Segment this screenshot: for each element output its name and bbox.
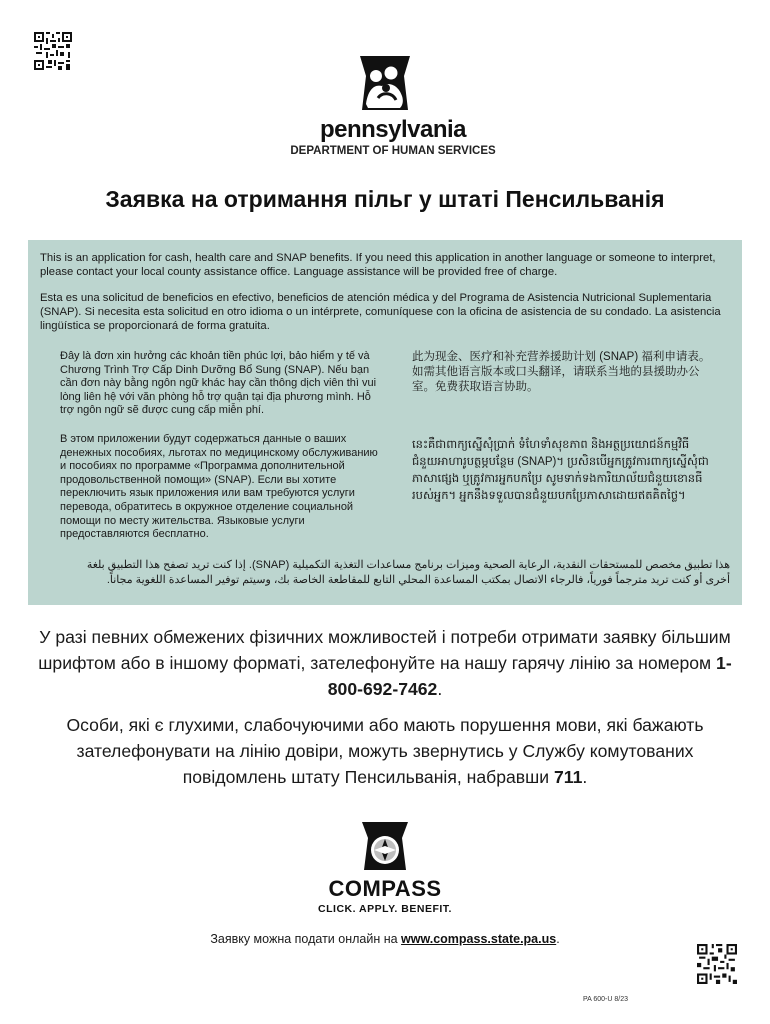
notice-vietnamese: Đây là đơn xin hưởng các khoản tiền phúc lợi, bảo hiểm y tế và Chương Trình Trợ Cấp Dinh Dưỡng Bổ Sung (SNAP). Nếu bạn cần đơn này bằng ngôn ngữ khác hay cần thông dịch viên thì vui lòng liên hệ với văn phòng hỗ trợ quận tại địa phương mình. Hỗ trợ ngôn ngữ sẽ được cung cấp miễn phí. bbox=[60, 350, 377, 416]
qr-code-bottom bbox=[697, 944, 737, 984]
form-number: PA 600-U 8/23 bbox=[583, 996, 629, 1003]
qr-code-icon bbox=[697, 944, 737, 984]
online-text: Заявку можна подати онлайн на bbox=[210, 932, 402, 946]
page-title: Заявка на отримання пільг у штаті Пенсильванія bbox=[105, 186, 665, 212]
large-print-notice bbox=[30, 624, 740, 702]
keystone-family-icon bbox=[354, 52, 416, 114]
relay-number: 711 bbox=[553, 767, 583, 787]
compass-logo bbox=[0, 820, 770, 915]
relay-text: Особи, які є глухими, слабочуючими або мають порушення мови, які бажають зателефонувати на лінію довіри, можуть звернутись у Службу комутованих повідомлень штату Пенсильванія, набравши bbox=[66, 715, 704, 787]
department-name: DEPARTMENT OF HUMAN SERVICES bbox=[290, 145, 496, 157]
notice-russian: В этом приложении будут содержаться данные о ваших денежных пособиях, льготах по медицинскому обслуживанию и пособиях по программе «Программа дополнительной продовольственной помощи» (SNAP). Если вы хотите переключить язык приложения или вам требуются услуги перевода, обратитесь в окружное отделение социальной помощи по месту жительства. Языковые услуги предоставляются бесплатно. bbox=[60, 433, 378, 541]
notice-khmer: នេះគឺជាពាក្យស្នើសុំប្រាក់ ទំហែទាំសុខភាព និងអត្ថប្រយោជន៍កម្មវិធីជំនួយអាហារូបត្ថម្ភបន្ថែម (SNAP)។ ប្រសិនបើអ្នកត្រូវការពាក្យស្នើសុំជាភាសាផ្សេង ឬត្រូវការអ្នកបកប្រែ សូមទាក់ទងការិយាល័យជំនួយខោនធីរបស់អ្នក។ អ្នកនឹងទទួលបានជំនួយបកប្រែភាសាដោយឥតគិតថ្លៃ។ bbox=[412, 439, 709, 502]
notice-english: This is an application for cash, health care and SNAP benefits. If you need this application in another language or someone to interpret, please contact your local county assistance office. Language assistance will be provided free of charge. bbox=[40, 252, 716, 278]
relay-end: . bbox=[582, 767, 588, 787]
large-print-end: . bbox=[437, 679, 443, 699]
compass-url-link[interactable]: www.compass.state.pa.us bbox=[401, 932, 557, 946]
online-application-line bbox=[0, 932, 770, 946]
large-print-text: У разі певних обмежених фізичних можливостей і потреби отримати заявку більшим шрифтом або в іншому форматі, зателефонуйте на нашу гарячу лінію за номером bbox=[38, 627, 731, 673]
online-end: . bbox=[556, 932, 560, 946]
notice-arabic: هذا تطبيق مخصص للمستحقات النقدية، الرعاية الصحية وميزات برنامج مساعدات التغذية التكميلية (SNAP). إذا كنت تريد تصفح هذا التطبيق بلغة أخرى أو كنت تريد مترجماً فورياً، فالرجاء الاتصال بمكتب المساعدة المحلي التابع للمقاطعة الخاصة بك، وسيتم توفير المساعدة اللغوية مجاناً. bbox=[86, 559, 730, 586]
compass-tagline: CLICK. APPLY. BENEFIT. bbox=[318, 903, 452, 915]
language-assistance-panel bbox=[28, 240, 742, 605]
compass-name: COMPASS bbox=[328, 876, 442, 901]
brand-name: pennsylvania bbox=[319, 116, 467, 143]
relay-service-notice bbox=[30, 712, 740, 790]
compass-keystone-icon bbox=[354, 820, 416, 872]
pa-dhs-logo bbox=[0, 52, 770, 157]
notice-spanish: Esta es una solicitud de beneficios en efectivo, beneficios de atención médica y del Programa de Asistencia Nutricional Suplementaria (SNAP). Si necesita esta solicitud en otro idioma o un intérprete, comuníquese con la oficina de asistencia de su condado. La asistencia lingüística se proporcionará de forma gratuita. bbox=[40, 292, 721, 332]
notice-chinese: 此为现金、医疗和补充营养援助计划 (SNAP) 福利申请表。如需其他语言版本或口头翻译，请联系当地的县援助办公室。免费获取语言协助。 bbox=[412, 351, 711, 393]
hotline-phone: 1-800-692-7462 bbox=[327, 653, 732, 699]
